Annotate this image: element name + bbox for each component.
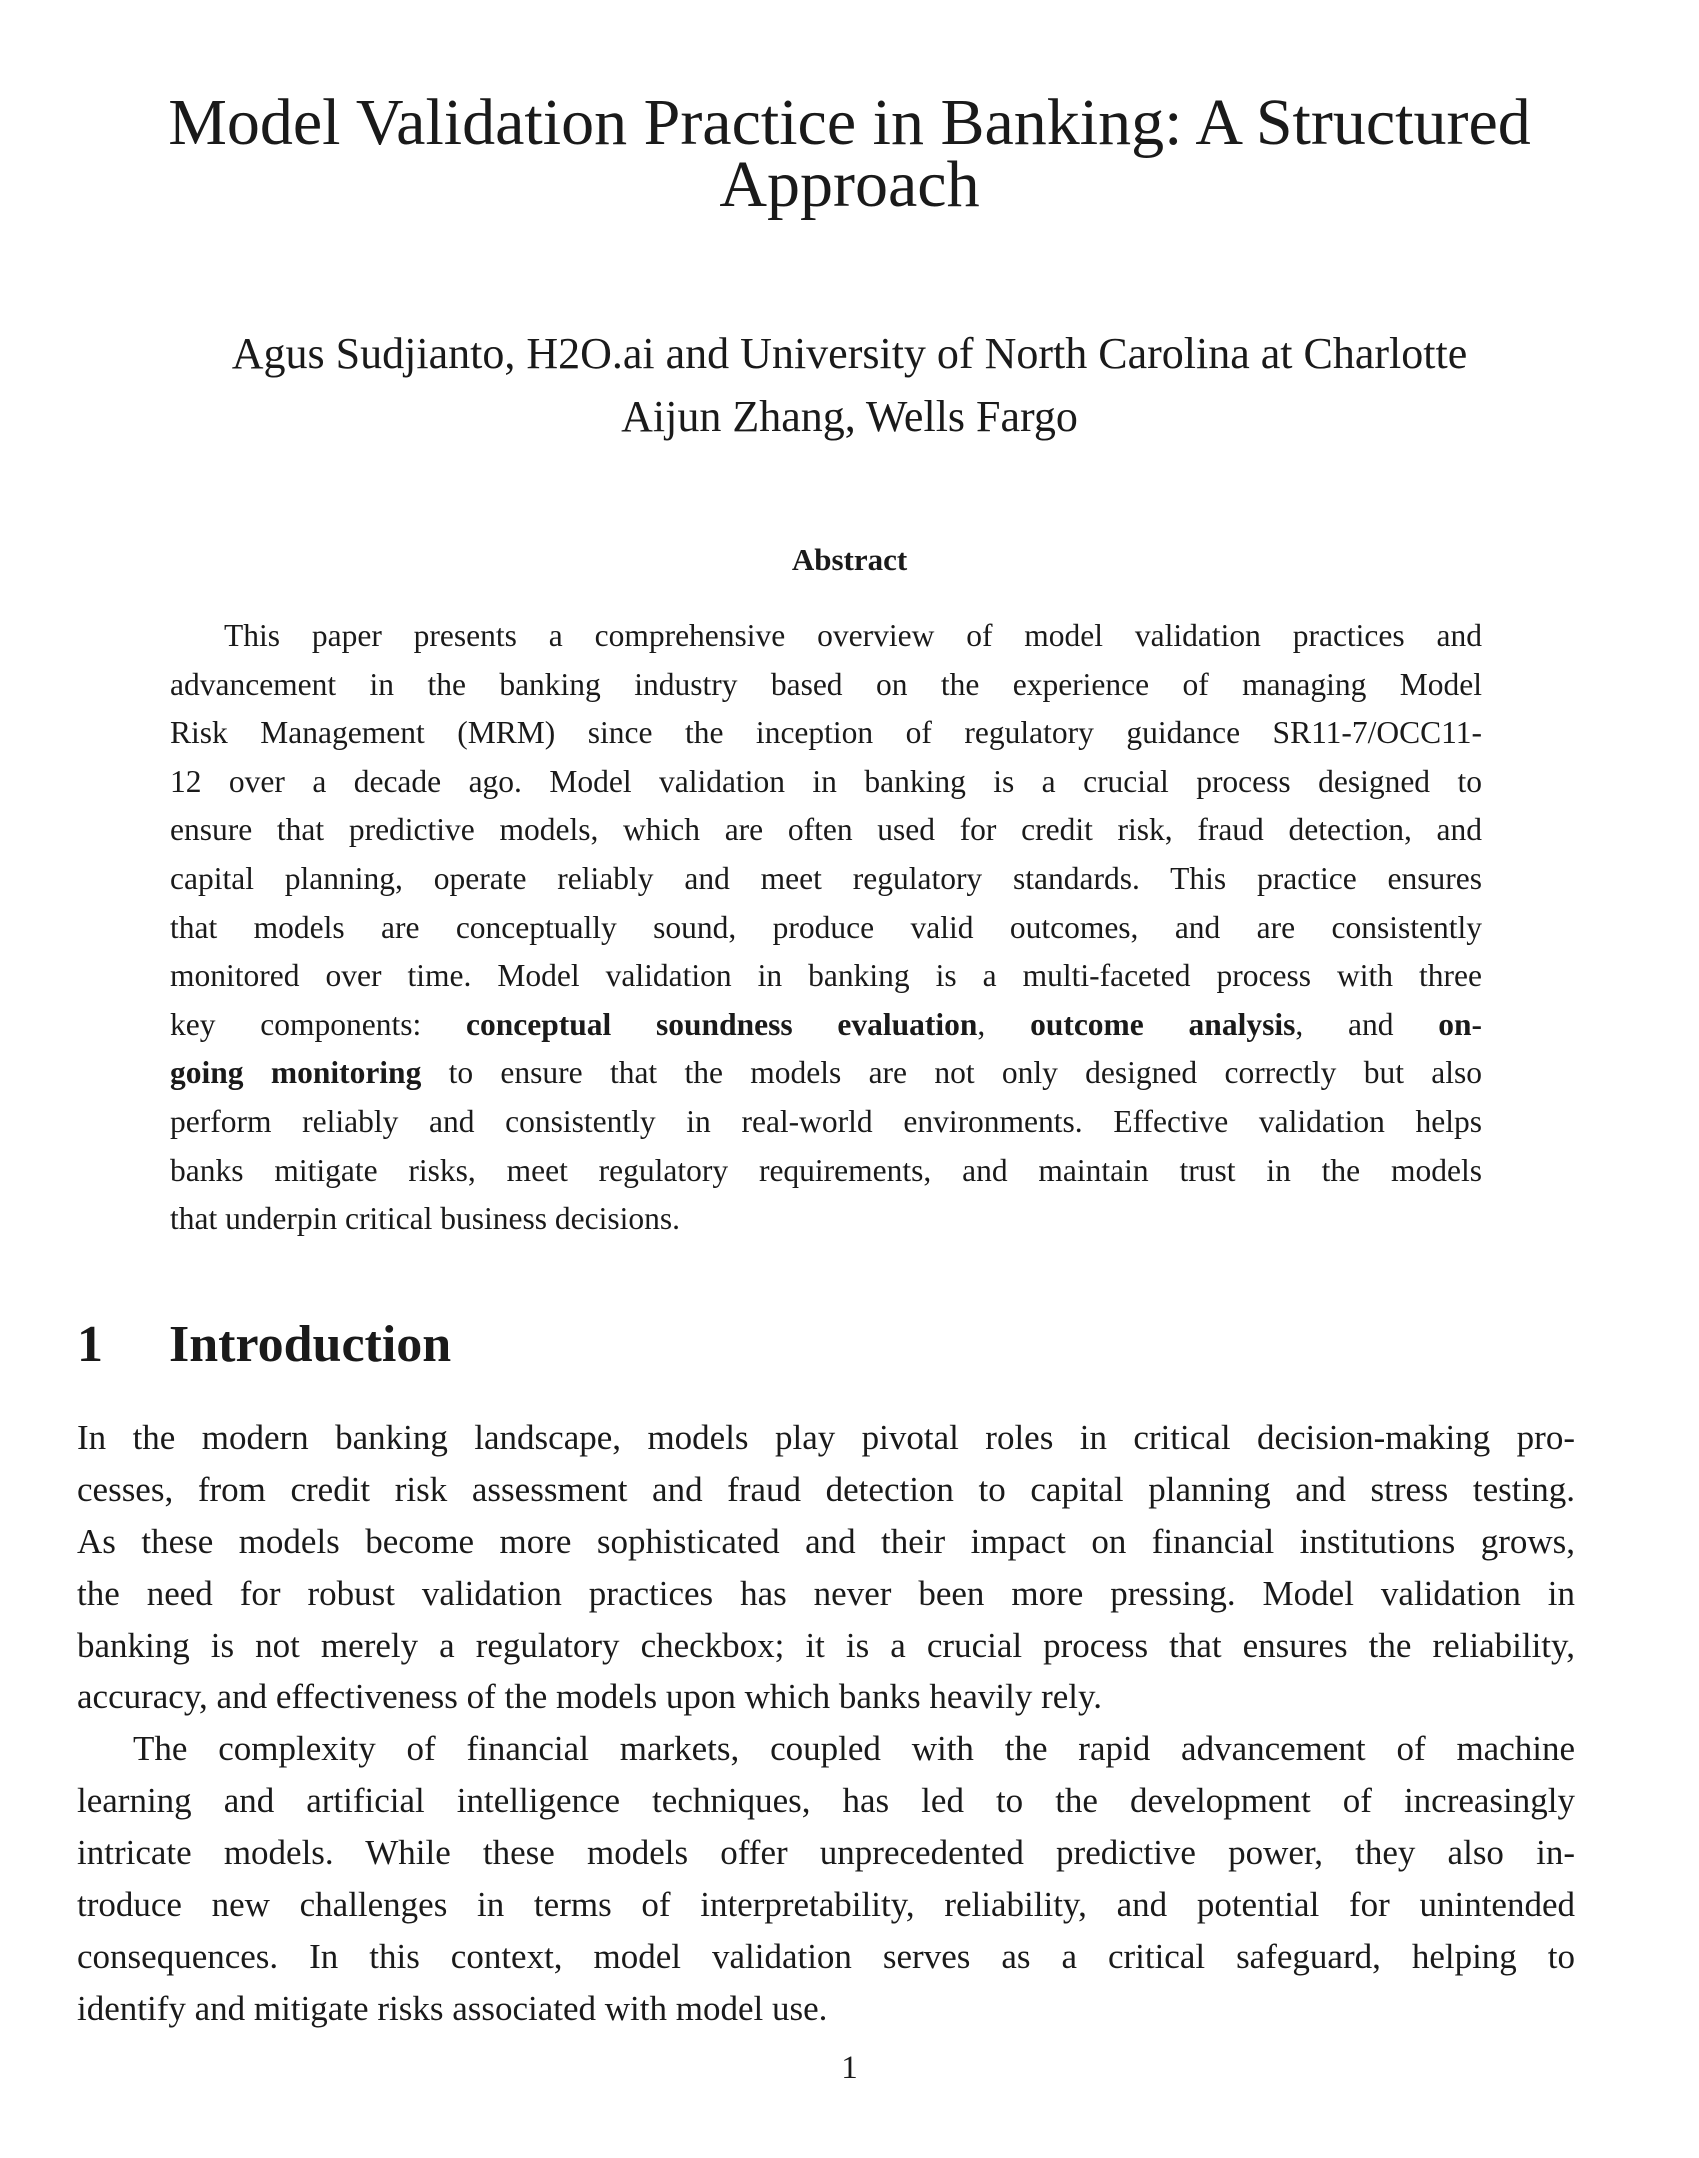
abstract-heading: Abstract	[791, 542, 908, 577]
abstract-line: ensure that predictive models, which are often used for credit risk, fraud detection, and	[170, 812, 1482, 848]
body-line: banking is not merely a regulatory checkbox; it is a crucial process that ensures the reliability,	[77, 1625, 1575, 1665]
abstract-line: Risk Management (MRM) since the inception of regulatory guidance SR11-7/OCC11-	[170, 715, 1482, 751]
bold-term: on-	[1438, 1006, 1483, 1042]
body-line: troduce new challenges in terms of interpretability, reliability, and potential for unintended	[77, 1885, 1575, 1925]
abstract-line	[170, 1049, 1482, 1098]
abstract-line: capital planning, operate reliably and meet regulatory standards. This practice ensures	[170, 860, 1482, 896]
abstract-line: advancement in the banking industry based on the experience of managing Model	[170, 666, 1482, 702]
abstract-body	[170, 612, 1482, 1244]
text-run: ,	[977, 1006, 1031, 1042]
section-title: Introduction	[169, 1316, 452, 1373]
title-line: Model Validation Practice in Banking: A Structured	[168, 86, 1531, 159]
body-line: the need for robust validation practices has never been more pressing. Model validation in	[77, 1573, 1575, 1613]
page-number: 1	[841, 2050, 858, 2086]
abstract-line: that underpin critical business decisions.	[170, 1201, 681, 1237]
body-line: accuracy, and effectiveness of the models upon which banks heavily rely.	[77, 1677, 1102, 1717]
body-line: The complexity of financial markets, coupled with the rapid advancement of machine	[133, 1729, 1575, 1769]
abstract-line	[170, 1001, 1482, 1050]
bold-term: outcome analysis	[1030, 1006, 1296, 1042]
body-line: cesses, from credit risk assessment and fraud detection to capital planning and stress testing.	[77, 1469, 1575, 1509]
abstract-line: 12 over a decade ago. Model validation in banking is a crucial process designed to	[170, 763, 1482, 799]
author-line: Aijun Zhang, Wells Fargo	[621, 392, 1078, 441]
author-list	[0, 322, 1699, 448]
title-line: Approach	[719, 148, 980, 221]
body-line: intricate models. While these models offer unprecedented predictive power, they also in-	[77, 1833, 1575, 1873]
text-run: key components:	[170, 1006, 467, 1042]
body-line: identify and mitigate risks associated with model use.	[77, 1988, 828, 2028]
bold-term: going monitoring	[170, 1055, 422, 1091]
abstract-line: banks mitigate risks, meet regulatory requirements, and maintain trust in the models	[170, 1152, 1482, 1188]
text-run: , and	[1295, 1006, 1439, 1042]
section-heading-introduction	[77, 1310, 451, 1380]
section-number: 1	[77, 1316, 103, 1373]
body-line: learning and artificial intelligence techniques, has led to the development of increasingly	[77, 1781, 1575, 1821]
abstract-line: perform reliably and consistently in real-world environments. Effective validation helps	[170, 1103, 1482, 1139]
paper-title	[0, 86, 1699, 221]
abstract-line: that models are conceptually sound, produce valid outcomes, and are consistently	[170, 909, 1482, 945]
abstract-line: This paper presents a comprehensive overview of model validation practices and	[224, 618, 1482, 653]
body-line: consequences. In this context, model validation serves as a critical safeguard, helping to	[77, 1936, 1575, 1976]
bold-term: conceptual soundness evaluation	[466, 1006, 978, 1042]
text-run: to ensure that the models are not only designed correctly but also	[421, 1055, 1482, 1091]
body-line: In the modern banking landscape, models play pivotal roles in critical decision-making pro-	[77, 1418, 1575, 1457]
body-line: As these models become more sophisticated and their impact on financial institutions grows,	[77, 1521, 1575, 1561]
abstract-line: monitored over time. Model validation in banking is a multi-faceted process with three	[170, 958, 1482, 994]
author-line: Agus Sudjianto, H2O.ai and University of North Carolina at Charlotte	[231, 329, 1468, 378]
introduction-body	[77, 1412, 1575, 2035]
